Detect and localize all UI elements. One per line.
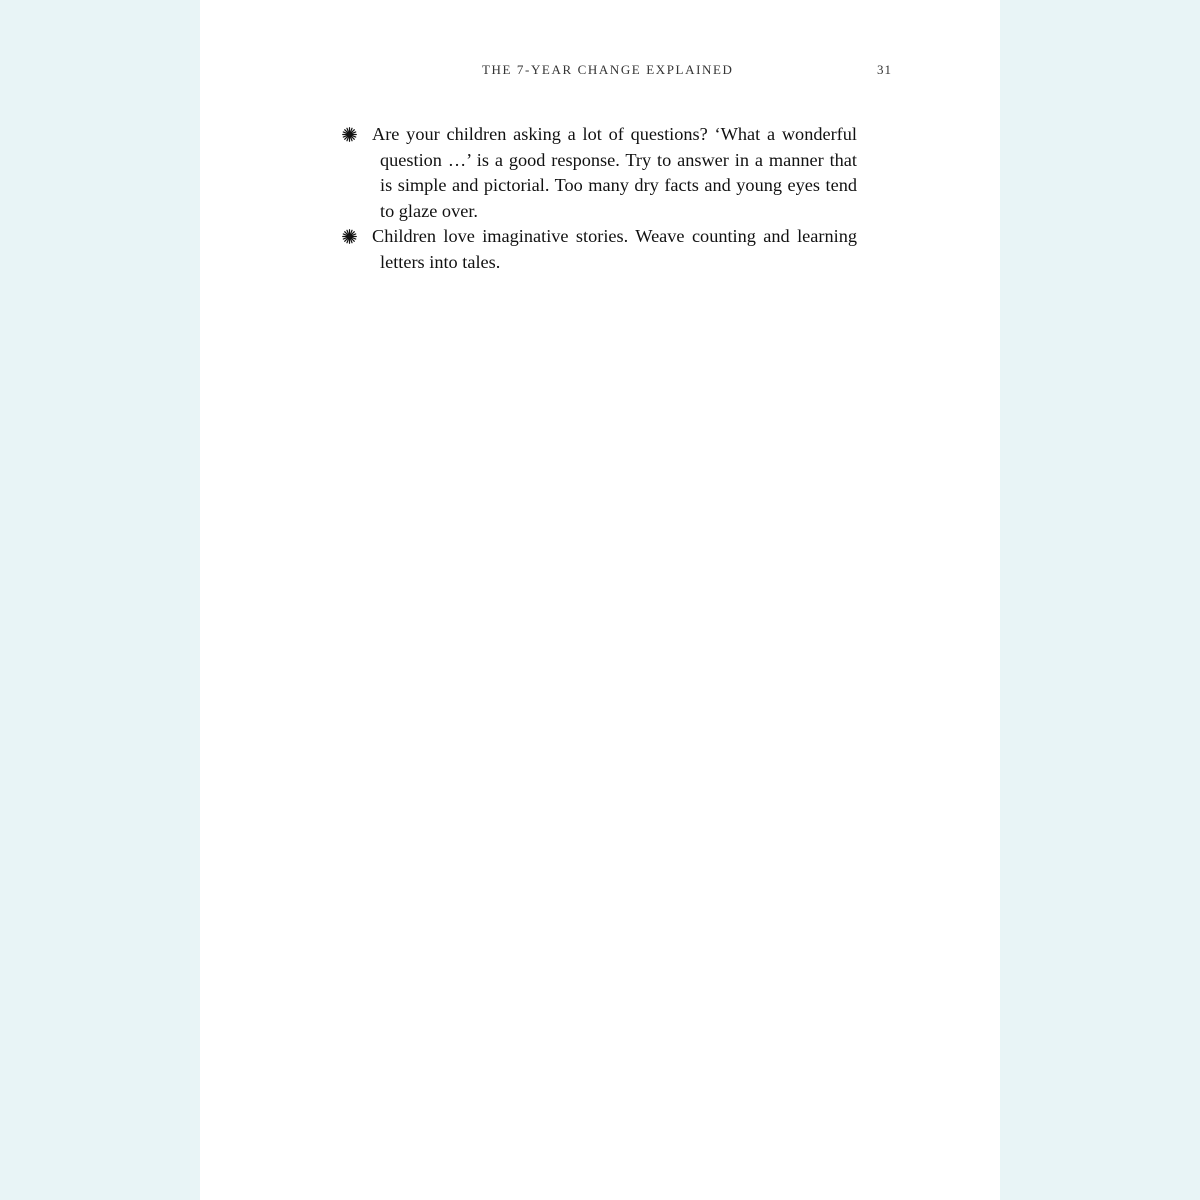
bullet-text: Are your children asking a lot of questions? ‘What a wonderful question …’ is a good response. Try to answer in a manner that is simple and pictorial. Too many dry facts and young eyes tend to glaze over. — [372, 124, 857, 221]
list-item — [340, 122, 857, 224]
book-page — [200, 0, 1000, 1200]
bullet-list — [340, 122, 857, 275]
list-item — [340, 224, 857, 275]
bullet-text: Children love imaginative stories. Weave counting and learning letters into tales. — [372, 226, 857, 272]
sunburst-bullet-icon — [342, 127, 357, 142]
sunburst-bullet-icon — [342, 229, 357, 244]
running-head: THE 7-YEAR CHANGE EXPLAINED — [482, 62, 734, 77]
page-number: 31 — [877, 62, 892, 77]
